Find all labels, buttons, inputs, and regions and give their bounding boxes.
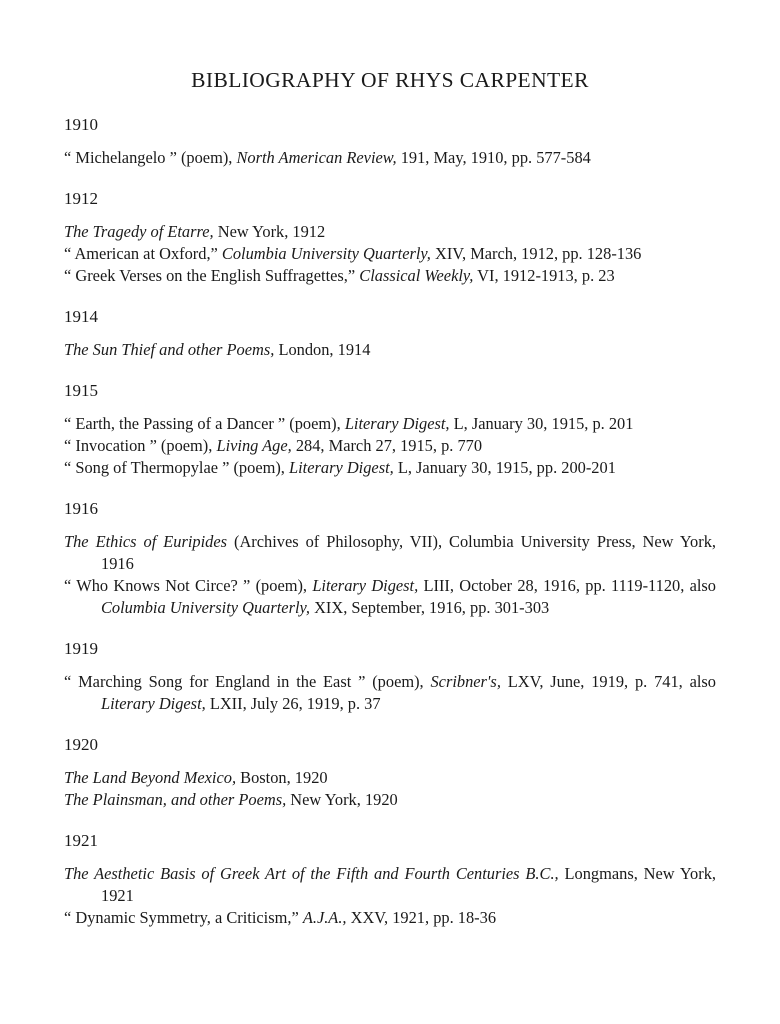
year-heading: 1915	[64, 381, 98, 400]
year-heading: 1921	[64, 831, 98, 850]
bibliography-entry	[64, 147, 716, 169]
bibliography-entry	[64, 243, 716, 265]
entry-text: LXII, July 26, 1919, p. 37	[205, 694, 381, 713]
entry-text: “ Michelangelo ” (poem),	[64, 148, 237, 167]
bibliography-entry	[64, 435, 716, 457]
bibliography-page	[64, 66, 716, 948]
entry-text: L, January 30, 1915, p. 201	[449, 414, 634, 433]
year-section	[64, 114, 716, 169]
entry-title-italic: The Sun Thief and other Poems,	[64, 340, 275, 359]
entry-text: VI, 1912-1913, p. 23	[473, 266, 615, 285]
entry-title-italic: Living Age,	[216, 436, 292, 455]
year-section	[64, 498, 716, 619]
entry-title-italic: The Plainsman, and other Poems,	[64, 790, 287, 809]
entry-text: “ Dynamic Symmetry, a Criticism,”	[64, 908, 303, 927]
entry-text: 284, March 27, 1915, p. 770	[291, 436, 483, 455]
year-section	[64, 188, 716, 287]
entry-text: “ Earth, the Passing of a Dancer ” (poem),	[64, 414, 345, 433]
year-heading: 1920	[64, 735, 98, 754]
entry-title-italic: Literary Digest,	[101, 694, 206, 713]
entry-text: L, January 30, 1915, pp. 200-201	[393, 458, 616, 477]
year-heading: 1919	[64, 639, 98, 658]
year-section	[64, 638, 716, 715]
entry-title-italic: Scribner's,	[430, 672, 501, 691]
entry-text: “ Song of Thermopylae ” (poem),	[64, 458, 290, 477]
entry-text: 191, May, 1910, pp. 577-584	[396, 148, 591, 167]
entry-text: “ Who Knows Not Circe? ” (poem),	[64, 576, 313, 595]
year-section	[64, 830, 716, 929]
entry-title-italic: The Aesthetic Basis of Greek Art of the Fifth and Fourth Centuries B.C.,	[64, 864, 559, 883]
entry-title-italic: The Tragedy of Etarre,	[64, 222, 214, 241]
entry-title-italic: North American Review,	[236, 148, 397, 167]
entry-title-italic: Columbia University Quarterly,	[221, 244, 431, 263]
bibliography-sections	[64, 114, 716, 929]
bibliography-entry	[64, 221, 716, 243]
year-heading: 1910	[64, 115, 98, 134]
entry-title-italic: A.J.A.,	[302, 908, 347, 927]
entry-title-italic: The Ethics of Euripides	[64, 532, 227, 551]
bibliography-entry	[64, 575, 716, 619]
entry-text: “ American at Oxford,”	[64, 244, 222, 263]
bibliography-entry	[64, 265, 716, 287]
page-title: BIBLIOGRAPHY OF RHYS CARPENTER	[191, 68, 589, 92]
year-section	[64, 734, 716, 811]
entry-title-italic: Columbia University Quarterly,	[101, 598, 310, 617]
bibliography-entry	[64, 413, 716, 435]
entry-title-italic: Literary Digest,	[289, 458, 394, 477]
year-heading: 1916	[64, 499, 98, 518]
entry-text: XIV, March, 1912, pp. 128-136	[430, 244, 642, 263]
bibliography-entry	[64, 907, 716, 929]
entry-text: (Archives of Philosophy, VII), Columbia University Press, New York, 1916	[101, 532, 716, 573]
bibliography-entry	[64, 531, 716, 575]
bibliography-entry	[64, 457, 716, 479]
entry-title-italic: Literary Digest,	[344, 414, 450, 433]
entry-text: London, 1914	[274, 340, 371, 359]
entry-text: XIX, September, 1916, pp. 301-303	[309, 598, 550, 617]
entry-text: “ Greek Verses on the English Suffragettes,”	[64, 266, 360, 285]
entry-title-italic: Classical Weekly,	[359, 266, 474, 285]
bibliography-entry	[64, 789, 716, 811]
bibliography-entry	[64, 339, 716, 361]
year-section	[64, 380, 716, 479]
entry-title-italic: The Land Beyond Mexico,	[64, 768, 237, 787]
year-heading: 1912	[64, 189, 98, 208]
year-heading: 1914	[64, 307, 98, 326]
entry-text: “ Marching Song for England in the East ” (poem),	[64, 672, 431, 691]
entry-text: LXV, June, 1919, p. 741, also	[500, 672, 717, 691]
entry-text: New York, 1912	[213, 222, 326, 241]
entry-text: New York, 1920	[286, 790, 398, 809]
entry-text: Longmans, New York, 1921	[101, 864, 716, 905]
entry-text: XXV, 1921, pp. 18-36	[346, 908, 497, 927]
year-section	[64, 306, 716, 361]
bibliography-entry	[64, 767, 716, 789]
bibliography-entry	[64, 863, 716, 907]
entry-text: LIII, October 28, 1916, pp. 1119-1120, also	[418, 576, 717, 595]
bibliography-entry	[64, 671, 716, 715]
entry-text: “ Invocation ” (poem),	[64, 436, 217, 455]
entry-title-italic: Literary Digest,	[312, 576, 419, 595]
entry-text: Boston, 1920	[236, 768, 328, 787]
